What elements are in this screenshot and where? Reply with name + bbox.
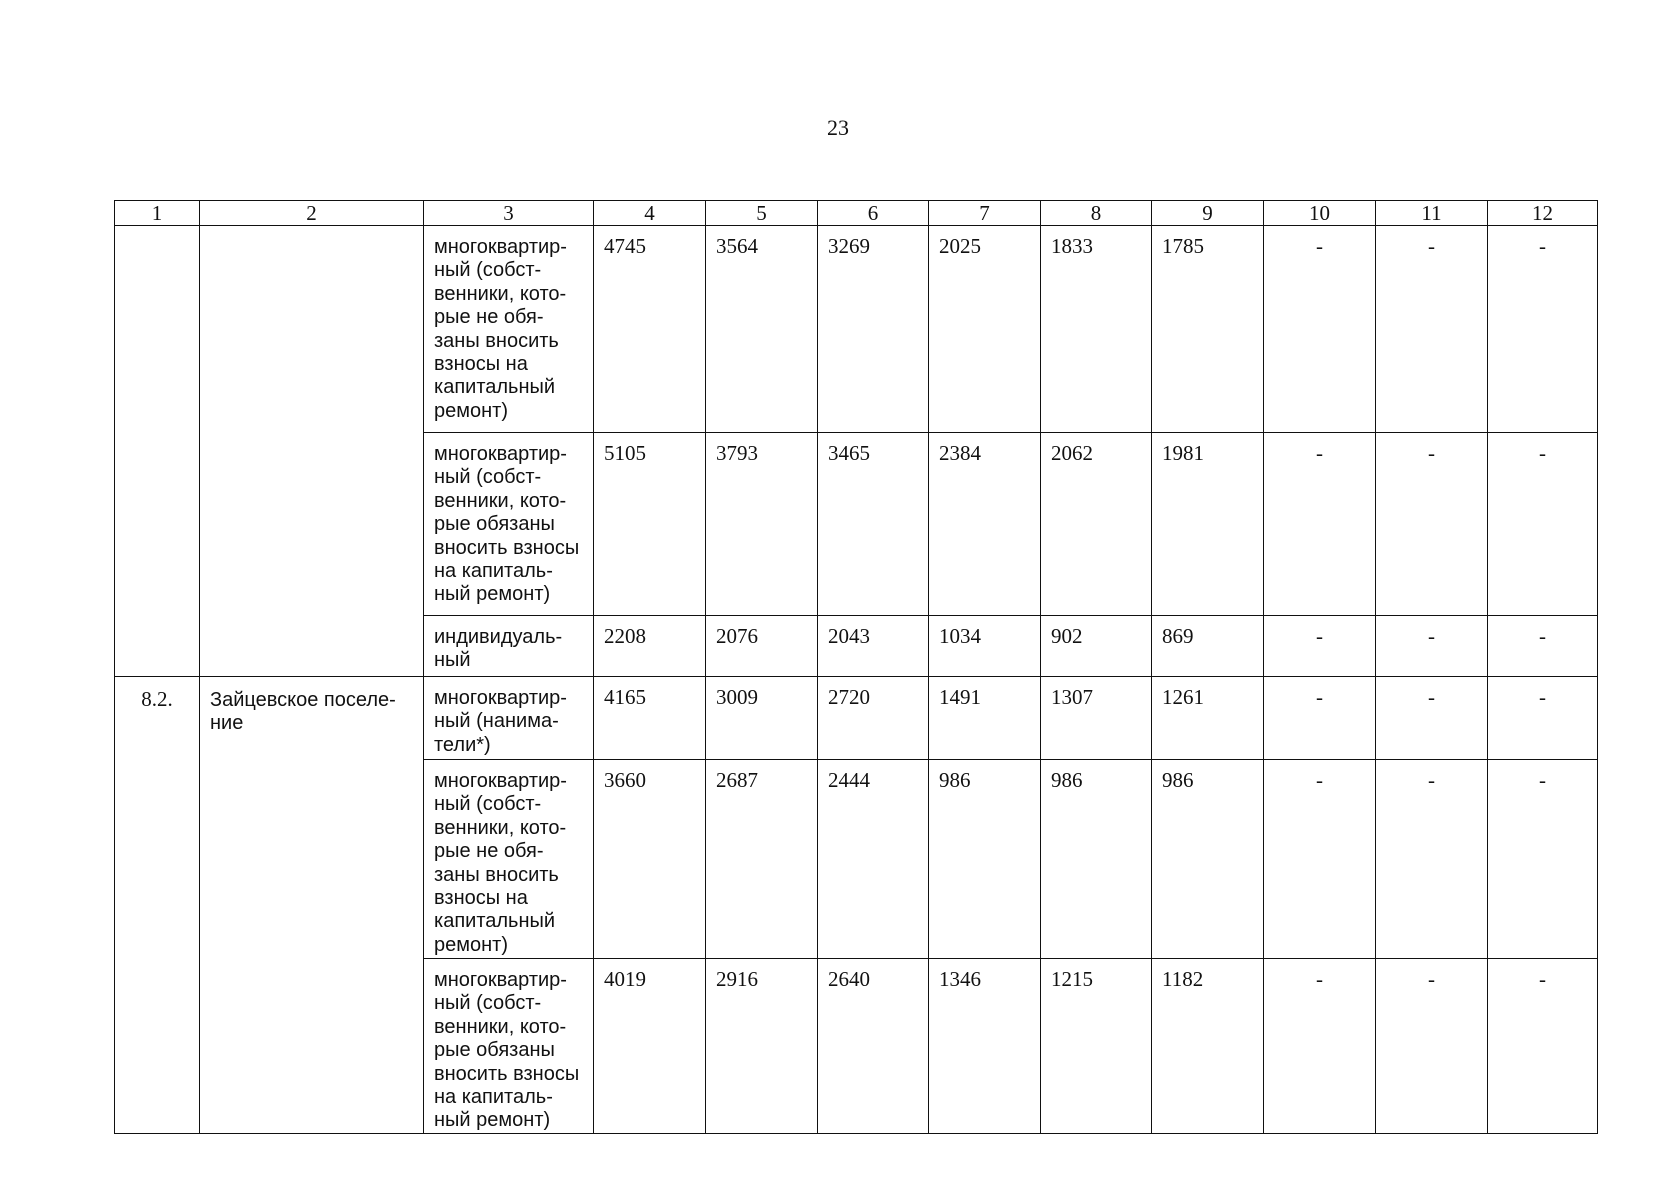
column-header: 9 [1152, 201, 1264, 226]
settlement-cell [200, 226, 424, 677]
column-header: 8 [1041, 201, 1152, 226]
housing-type-cell: многоквартир- ный (собст- венники, кото- рые не обя- заны вносить взносы на капитальный ремонт) [424, 226, 594, 433]
value-cell: 869 [1152, 616, 1264, 677]
value-cell: 986 [929, 760, 1041, 959]
value-cell: 3564 [706, 226, 818, 433]
value-cell: - [1264, 226, 1376, 433]
value-cell: - [1264, 616, 1376, 677]
tariff-table [114, 200, 1598, 1134]
column-header: 3 [424, 201, 594, 226]
value-cell: 1034 [929, 616, 1041, 677]
housing-type-cell: индивидуаль- ный [424, 616, 594, 677]
value-cell: - [1264, 677, 1376, 760]
column-header: 4 [594, 201, 706, 226]
value-cell: - [1488, 959, 1598, 1134]
value-cell: 1833 [1041, 226, 1152, 433]
value-cell: - [1376, 433, 1488, 616]
column-header: 2 [200, 201, 424, 226]
row-code-cell [115, 226, 200, 677]
settlement-cell: Зайцевское поселе- ние [200, 677, 424, 1134]
value-cell: 4165 [594, 677, 706, 760]
value-cell: 4745 [594, 226, 706, 433]
value-cell: - [1376, 677, 1488, 760]
value-cell: 2208 [594, 616, 706, 677]
column-header: 10 [1264, 201, 1376, 226]
value-cell: 2720 [818, 677, 929, 760]
value-cell: - [1488, 677, 1598, 760]
value-cell: 1491 [929, 677, 1041, 760]
column-header: 12 [1488, 201, 1598, 226]
housing-type-cell: многоквартир- ный (собст- венники, кото- рые обязаны вносить взносы на капиталь- ный ремонт) [424, 433, 594, 616]
value-cell: - [1488, 760, 1598, 959]
value-cell: - [1376, 616, 1488, 677]
value-cell: 1261 [1152, 677, 1264, 760]
value-cell: - [1264, 760, 1376, 959]
page-number: 23 [827, 115, 849, 140]
value-cell: 3793 [706, 433, 818, 616]
value-cell: 2076 [706, 616, 818, 677]
value-cell: 902 [1041, 616, 1152, 677]
value-cell: - [1488, 226, 1598, 433]
value-cell: 1785 [1152, 226, 1264, 433]
value-cell: - [1264, 959, 1376, 1134]
value-cell: 2444 [818, 760, 929, 959]
value-cell: 986 [1152, 760, 1264, 959]
value-cell: 1215 [1041, 959, 1152, 1134]
value-cell: 2043 [818, 616, 929, 677]
row-code-cell: 8.2. [115, 677, 200, 1134]
value-cell: 3660 [594, 760, 706, 959]
column-header: 5 [706, 201, 818, 226]
value-cell: 2062 [1041, 433, 1152, 616]
value-cell: 3465 [818, 433, 929, 616]
value-cell: - [1376, 959, 1488, 1134]
value-cell: 5105 [594, 433, 706, 616]
value-cell: 1346 [929, 959, 1041, 1134]
housing-type-cell: многоквартир- ный (собст- венники, кото- рые не обя- заны вносить взносы на капитальный ремонт) [424, 760, 594, 959]
value-cell: 4019 [594, 959, 706, 1134]
value-cell: 2687 [706, 760, 818, 959]
column-header: 11 [1376, 201, 1488, 226]
column-header: 1 [115, 201, 200, 226]
column-header: 7 [929, 201, 1041, 226]
value-cell: - [1376, 760, 1488, 959]
value-cell: 2640 [818, 959, 929, 1134]
value-cell: 2916 [706, 959, 818, 1134]
value-cell: - [1488, 616, 1598, 677]
column-header: 6 [818, 201, 929, 226]
value-cell: 3009 [706, 677, 818, 760]
table-row [115, 226, 1598, 433]
value-cell: - [1376, 226, 1488, 433]
value-cell: 1182 [1152, 959, 1264, 1134]
value-cell: 2384 [929, 433, 1041, 616]
column-number-row [115, 201, 1598, 226]
value-cell: 1307 [1041, 677, 1152, 760]
value-cell: 2025 [929, 226, 1041, 433]
value-cell: 3269 [818, 226, 929, 433]
housing-type-cell: многоквартир- ный (нанима- тели*) [424, 677, 594, 760]
value-cell: - [1488, 433, 1598, 616]
value-cell: 1981 [1152, 433, 1264, 616]
housing-type-cell: многоквартир- ный (собст- венники, кото- рые обязаны вносить взносы на капиталь- ный ремонт) [424, 959, 594, 1134]
value-cell: 986 [1041, 760, 1152, 959]
value-cell: - [1264, 433, 1376, 616]
table-row [115, 677, 1598, 760]
